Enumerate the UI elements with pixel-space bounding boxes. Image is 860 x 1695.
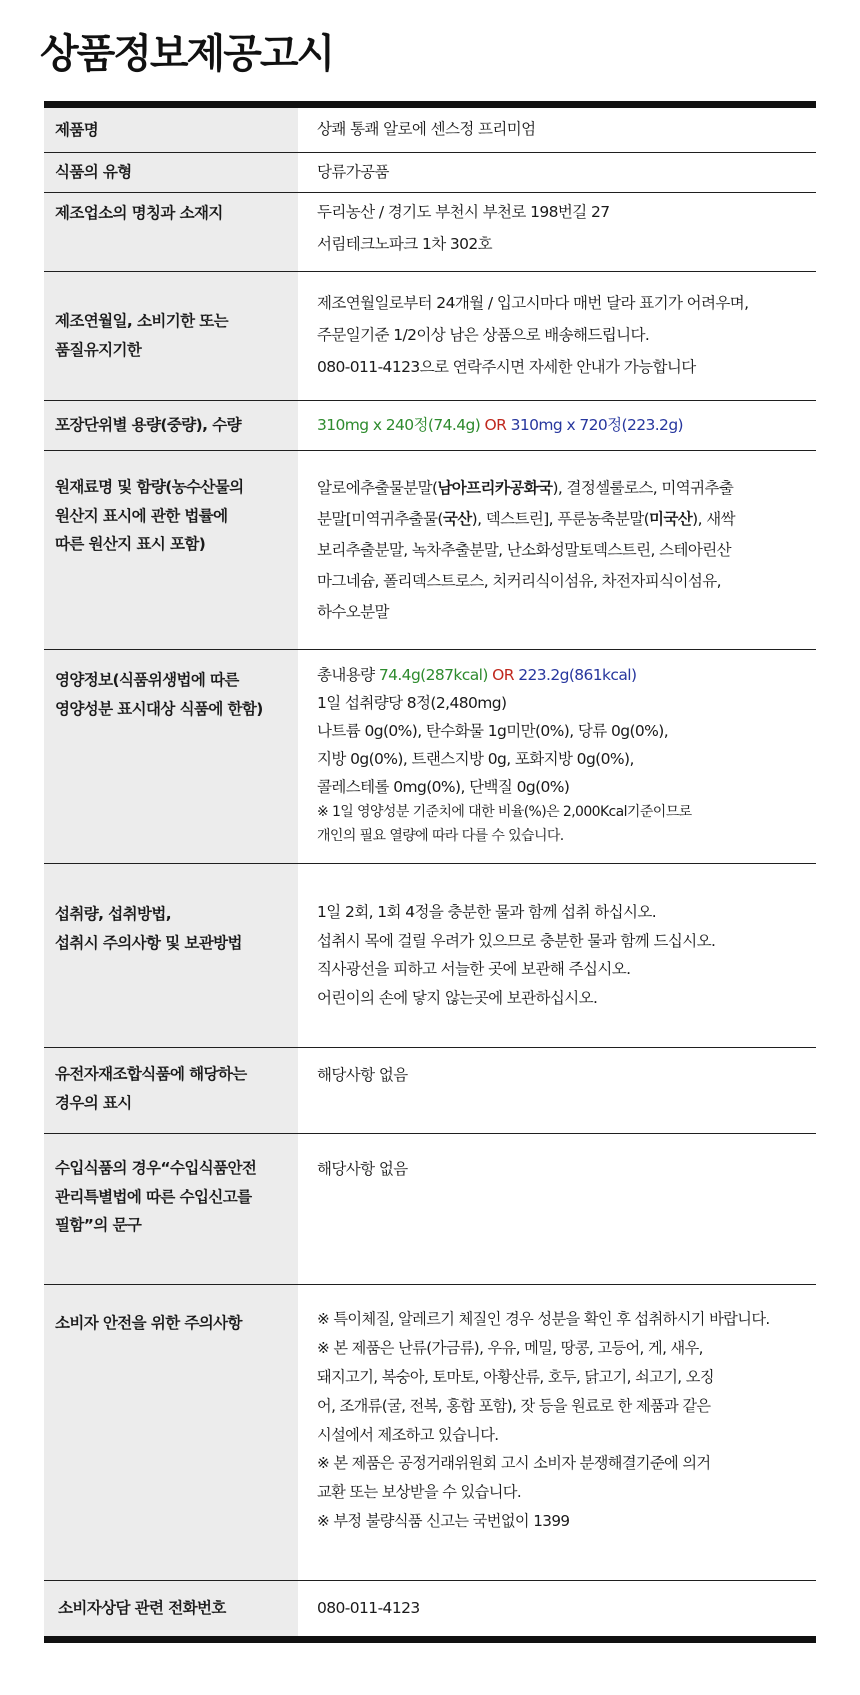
value-ingredients (298, 451, 816, 649)
caution-line: ※ 부정 불량식품 신고는 국번없이 1399 (317, 1512, 570, 1531)
label-ingredients-line: 원산지 표시에 관한 법률에 (55, 506, 228, 525)
intake-line: 섭취시 목에 걸릴 우려가 있으므로 충분한 물과 함께 드십시오. (317, 931, 716, 950)
value-food-type: 당류가공품 (317, 162, 389, 181)
value-gmo: 해당사항 없음 (317, 1066, 408, 1084)
package-option-large: 310mg x 720정(223.2g) (510, 415, 684, 434)
label-gmo-line: 경우의 표시 (55, 1093, 132, 1112)
label-intake-line: 섭취량, 섭취방법, (55, 905, 171, 923)
intake-line: 어린이의 손에 닿지 않는곳에 보관하십시오. (317, 989, 598, 1008)
label-gmo-line: 유전자재조합식품에 해당하는 (55, 1065, 247, 1083)
label-nutrition-line: 영양성분 표시대상 식품에 한함) (55, 699, 263, 718)
ingredients-line: 마그네슘, 폴리덱스트로스, 치커리식이섬유, 차전자피식이섬유, (317, 572, 721, 590)
ingredient-text: 분말[미역귀추출물( (317, 510, 443, 528)
value-phone: 080-011-4123 (317, 1598, 420, 1617)
nutrition-line: 1일 섭취량당 8정(2,480mg) (317, 693, 507, 712)
ingredient-text: ), 덱스트린], 푸룬농축분말( (471, 510, 650, 528)
row-gmo (44, 1048, 816, 1134)
expiry-line: 제조연월일로부터 24개월 / 입고시마다 매번 달라 표기가 어려우며, (317, 294, 749, 313)
label-nutrition (44, 650, 298, 863)
total-option-large: 223.2g(861kcal) (518, 666, 637, 684)
expiry-line: 080-011-4123으로 연락주시면 자세한 안내가 가능합니다 (317, 357, 696, 376)
nutrition-note: 개인의 필요 열량에 따라 다를 수 있습니다. (317, 827, 564, 844)
label-imported-line: 수입식품의 경우“수입식품안전 (55, 1159, 257, 1177)
ingredients-line: 보리추출분말, 녹차추출분말, 난소화성말토덱스트린, 스테아린산 (317, 541, 732, 559)
label-package: 포장단위별 용량(중량), 수량 (44, 401, 298, 450)
intake-line: 직사광선을 피하고 서늘한 곳에 보관해 주십시오. (317, 960, 631, 979)
value-package (298, 401, 816, 450)
or-separator: OR (484, 415, 507, 434)
label-gmo (44, 1048, 298, 1133)
row-phone (44, 1581, 816, 1636)
row-expiry (44, 272, 816, 401)
nutrition-total (317, 662, 808, 690)
package-option-small: 310mg x 240정(74.4g) (317, 415, 481, 434)
label-expiry-line: 품질유지기한 (55, 341, 142, 359)
origin-south-africa: 남아프리카공화국 (437, 479, 553, 497)
label-expiry (44, 272, 298, 400)
manufacturer-line: 서림테크노파크 1차 302호 (317, 234, 493, 253)
row-manufacturer (44, 193, 816, 272)
nutrition-line: 지방 0g(0%), 트랜스지방 0g, 포화지방 0g(0%), (317, 749, 634, 768)
ingredient-text: ), 새싹 (692, 510, 736, 528)
row-imported (44, 1134, 816, 1285)
label-imported-line: 관리특별법에 따른 수입신고를 (55, 1187, 252, 1206)
caution-line: 교환 또는 보상받을 수 있습니다. (317, 1483, 522, 1502)
label-ingredients-line: 따른 원산지 표시 포함) (55, 535, 206, 554)
row-ingredients (44, 451, 816, 650)
label-manufacturer: 제조업소의 명칭과 소재지 (44, 193, 298, 271)
or-separator: OR (492, 666, 514, 684)
row-food-type (44, 153, 816, 193)
label-food-type: 식품의 유형 (44, 153, 298, 192)
value-manufacturer (298, 193, 816, 271)
intake-line: 1일 2회, 1회 4정을 충분한 물과 함께 섭취 하십시오. (317, 903, 657, 921)
label-intake-line: 섭취시 주의사항 및 보관방법 (55, 933, 242, 952)
caution-line: ※ 특이체질, 알레르기 체질인 경우 성분을 확인 후 섭취하시기 바랍니다. (317, 1310, 770, 1328)
origin-usa: 미국산 (649, 510, 693, 528)
manufacturer-line: 두리농산 / 경기도 부천시 부천로 198번길 27 (317, 203, 610, 221)
caution-line: 어, 조개류(굴, 전복, 홍합 포함), 잣 등을 원료로 한 제품과 같은 (317, 1396, 711, 1415)
label-imported (44, 1134, 298, 1284)
caution-line: ※ 본 제품은 난류(가금류), 우유, 메밀, 땅콩, 고등어, 게, 새우, (317, 1338, 703, 1357)
total-option-small: 74.4g(287kcal) (378, 666, 488, 684)
row-nutrition (44, 650, 816, 864)
label-imported-line: 필함”의 문구 (55, 1216, 142, 1235)
label-phone: 소비자상담 관련 전화번호 (44, 1581, 298, 1636)
value-product-name: 상쾌 통쾌 알로에 센스정 프리미엄 (317, 120, 536, 139)
ingredients-line (317, 504, 808, 535)
label-ingredients (44, 451, 298, 649)
expiry-line: 주문일기준 1/2이상 남은 상품으로 배송해드립니다. (317, 326, 650, 345)
value-caution (298, 1285, 816, 1580)
package-options (317, 410, 808, 442)
caution-line: 돼지고기, 복숭아, 토마토, 아황산류, 호두, 닭고기, 쇠고기, 오징 (317, 1367, 714, 1386)
label-ingredients-line: 원재료명 및 함량(농수산물의 (55, 478, 244, 496)
row-caution (44, 1285, 816, 1581)
row-package (44, 401, 816, 451)
product-info-table (44, 101, 816, 1643)
nutrition-note: ※ 1일 영양성분 기준치에 대한 비율(%)은 2,000Kcal기준이므로 (317, 804, 692, 821)
ingredient-text: 알로에추출물분말( (317, 479, 438, 497)
value-expiry (298, 272, 816, 400)
caution-line: ※ 본 제품은 공정거래위원회 고시 소비자 분쟁해결기준에 의거 (317, 1454, 711, 1473)
page-title: 상품정보제공고시 (40, 31, 334, 77)
caution-line: 시설에서 제조하고 있습니다. (317, 1425, 499, 1444)
row-intake (44, 864, 816, 1048)
nutrition-line: 콜레스테롤 0mg(0%), 단백질 0g(0%) (317, 777, 570, 796)
label-nutrition-line: 영양정보(식품위생법에 따른 (55, 671, 239, 689)
value-intake (298, 864, 816, 1047)
label-intake (44, 864, 298, 1047)
label-caution: 소비자 안전을 위한 주의사항 (44, 1285, 298, 1580)
row-product-name (44, 108, 816, 153)
label-expiry-line: 제조연월일, 소비기한 또는 (55, 312, 228, 331)
label-product-name: 제품명 (44, 108, 298, 152)
total-prefix: 총내용량 (317, 666, 375, 684)
nutrition-line: 나트륨 0g(0%), 탄수화물 1g미만(0%), 당류 0g(0%), (317, 721, 669, 740)
ingredient-text: ), 결정셀룰로스, 미역귀추출 (552, 479, 734, 497)
origin-korea: 국산 (442, 510, 472, 528)
value-nutrition (298, 650, 816, 863)
ingredients-line: 하수오분말 (317, 603, 389, 621)
ingredients-line (317, 473, 808, 504)
value-imported: 해당사항 없음 (317, 1160, 408, 1178)
